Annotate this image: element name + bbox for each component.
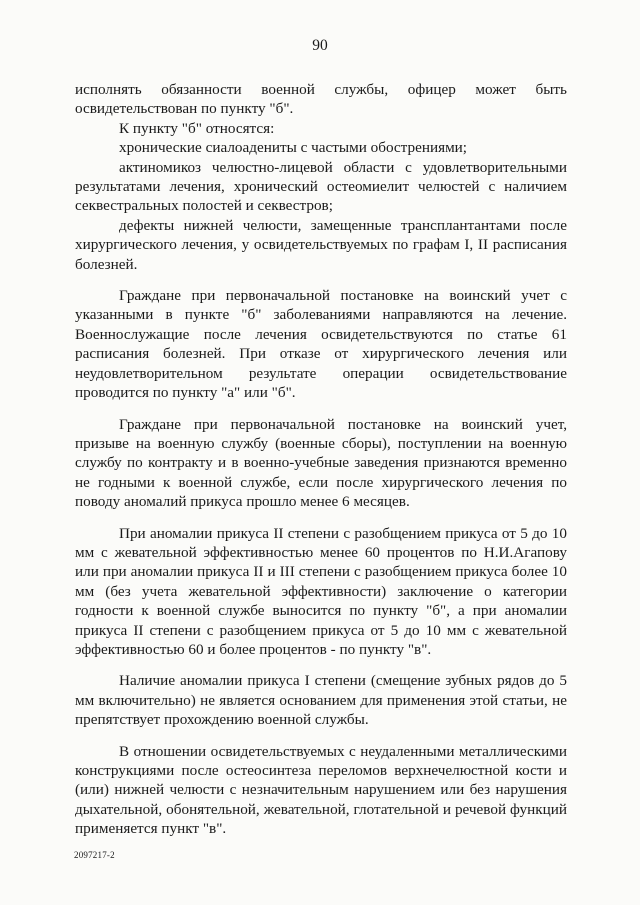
page-number: 90 xyxy=(312,37,328,54)
document-body xyxy=(75,80,567,839)
paragraph: исполнять обязанности военной службы, офицер может быть освидетельствован по пункту "б". xyxy=(75,81,567,118)
paragraph: актиномикоз челюстно-лицевой области с удовлетворительными результатами лечения, хронический остеомиелит челюстей с наличием секвестральных полостей и секвестров; xyxy=(75,158,567,215)
paragraph: К пункту "б" относятся: xyxy=(119,119,275,137)
paragraph: Наличие аномалии прикуса I степени (смещение зубных рядов до 5 мм включительно) не является основанием для применения этой статьи, не препятствует прохождению военной службы. xyxy=(75,672,567,729)
document-code: 2097217-2 xyxy=(74,850,115,860)
paragraph: В отношении освидетельствуемых с неудаленными металлическими конструкциями после остеосинтеза переломов верхнечелюстной кости и (или) нижней челюсти с незначительным нарушением или без нарушения дыхательной, обонятельной, жевательной, глотательной и речевой функций применяется пункт "в". xyxy=(75,742,567,838)
paragraph: хронические сиалоадениты с частыми обострениями; xyxy=(119,139,468,157)
paragraph: При аномалии прикуса II степени с разобщением прикуса от 5 до 10 мм с жевательной эффективностью менее 60 процентов по Н.И.Агапову или при аномалии прикуса II и III степени с разобщением прикуса более 10 мм (без учета жевательной эффективности) заключение о категории годности к военной службе выносится по пункту "б", а при аномалии прикуса II степени с разобщением прикуса от 5 до 10 мм с жевательной эффективностью 60 и более процентов - по пункту "в". xyxy=(75,524,567,658)
paragraph: дефекты нижней челюсти, замещенные трансплантантами после хирургического лечения, у освидетельствуемых по графам I, II расписания болезней. xyxy=(75,216,567,273)
paragraph: Граждане при первоначальной постановке на воинский учет с указанными в пункте "б" заболеваниями направляются на лечение. Военнослужащие после лечения освидетельствуются по статье 61 расписания болезней. При отказе от хирургического лечения или неудовлетворительном результате операции освидетельствование проводится по пункту "а" или "б". xyxy=(75,287,567,402)
paragraph: Граждане при первоначальной постановке на воинский учет, призыве на военную службу (военные сборы), поступлении на военную службу по контракту и в военно-учебные заведения признаются временно не годными к военной службе, если после хирургического лечения по поводу аномалий прикуса прошло менее 6 месяцев. xyxy=(75,415,567,511)
